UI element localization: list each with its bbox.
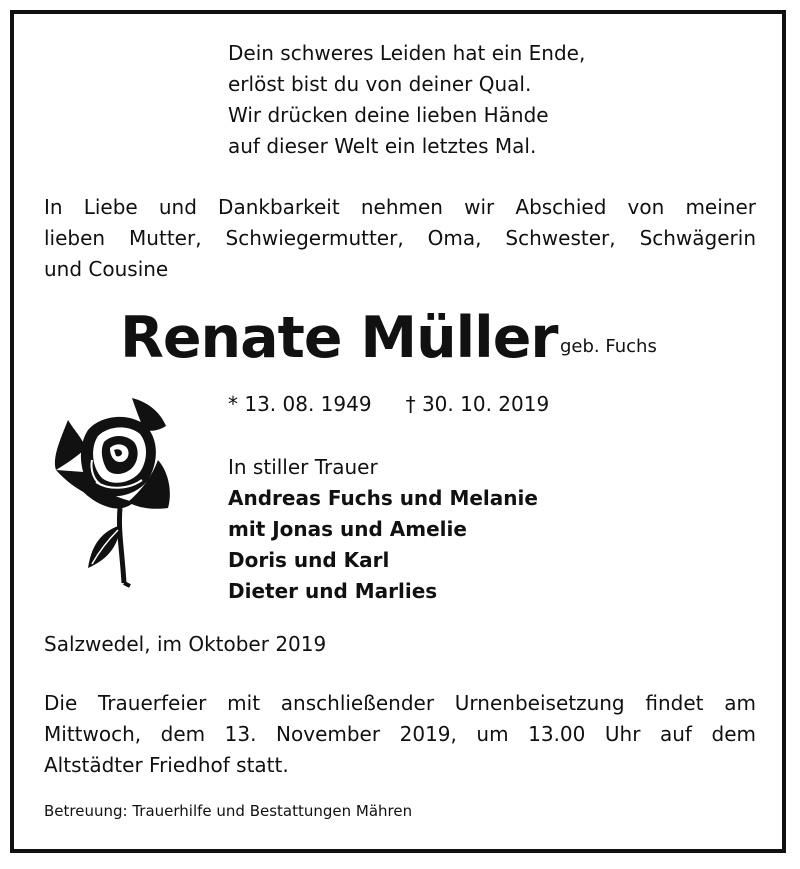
funeral-line: Die Trauerfeier mit anschließender Urnenbeisetzung findet am xyxy=(44,691,756,715)
poem xyxy=(228,38,585,162)
deceased-name: Renate Müller xyxy=(120,305,558,371)
mourner-name: Andreas Fuchs und Melanie xyxy=(228,486,538,510)
intro-line: und Cousine xyxy=(44,257,169,281)
mourners-intro: In stiller Trauer xyxy=(228,455,378,479)
funeral-line: Altstädter Friedhof statt. xyxy=(44,753,289,777)
poem-line: erlöst bist du von deiner Qual. xyxy=(228,72,532,96)
mourner-name: Dieter und Marlies xyxy=(228,579,438,603)
poem-line: Dein schweres Leiden hat ein Ende, xyxy=(228,41,586,65)
poem-line: auf dieser Welt ein letztes Mal. xyxy=(228,134,537,158)
care-note: Betreuung: Trauerhilfe und Bestattungen Mähren xyxy=(44,802,413,820)
funeral-line: Mittwoch, dem 13. November 2019, um 13.00 Uhr auf dem xyxy=(44,722,756,746)
mourner-name: mit Jonas und Amelie xyxy=(228,517,467,541)
funeral-info xyxy=(44,688,756,781)
mourners xyxy=(228,452,538,607)
intro-line: In Liebe und Dankbarkeit nehmen wir Abschied von meiner xyxy=(44,195,756,219)
place-date: Salzwedel, im Oktober 2019 xyxy=(44,632,327,656)
mourner-name: Doris und Karl xyxy=(228,548,390,572)
death-date: † 30. 10. 2019 xyxy=(405,392,550,416)
poem-line: Wir drücken deine lieben Hände xyxy=(228,103,549,127)
intro-text xyxy=(44,192,756,285)
birth-date: * 13. 08. 1949 xyxy=(228,392,372,416)
maiden-name: geb. Fuchs xyxy=(560,336,657,357)
life-dates xyxy=(228,392,549,416)
rose-icon xyxy=(48,390,178,590)
intro-line: lieben Mutter, Schwiegermutter, Oma, Schwester, Schwägerin xyxy=(44,226,756,250)
